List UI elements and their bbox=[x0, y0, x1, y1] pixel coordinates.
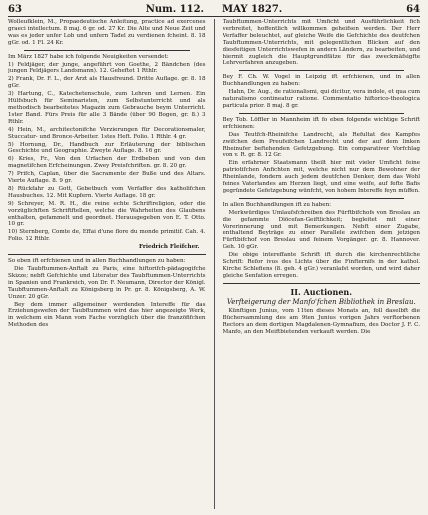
book-review: Bey dem immer allgemeiner werdenden Intereffe für das Erziehungswefen der Taubftummen wird das hier angezeigte Werk, in welchem ein Mann vom Fache vorzüglich über die franzöfifchen Methoden des bbox=[8, 301, 206, 329]
page-header bbox=[8, 4, 420, 17]
issue-number: Num. 112. bbox=[145, 4, 205, 15]
left-top-paragraph: Wolleufklein, M., Propaedeutische Anleitung, practice ad exercenes graeci intellectum. 8 maj. 6 gr. od. 27 Kr. Die Alte und Neue Zeit und was es jeder unfer Lob und unfern Tadel zu verdienen fcheint. 8. 18 gGr. od. 1 Fl. 24 Kr. bbox=[8, 19, 206, 46]
separator bbox=[239, 113, 405, 114]
list-item: 4) Hein, M., architectonifche Verzierungen für Decorationsmaler, Stuccatur- und Bronce-Arbeiter. 1stes Heft. Folio. 1 Rthlr. 4 gr. bbox=[8, 126, 206, 140]
section-subtitle: Verfteigerung der Manfo'fchen Bibliothek in Breslau. bbox=[226, 297, 416, 306]
book-review: Die obige intereffante Schrift ift durch die kirchenrechtliche Schrift: Refor ivus des Lichts über die Finfternifs in der kathol. Kirche Schlefiens (8. geh. 4 gGr.) veranlafst worden, und wird daher gleiche Senfation erregen. bbox=[222, 252, 420, 279]
book-review: Ein erfahrner Staatsmann theilt hier mit vieler Umficht feine patriotifchen Anfichten mit, welche nicht nur dem Bewohner der Rheinlande, fondern auch jedem deutfchen Denker, dem das Wohl feines Vaterlandes am Herzen liegt, und eine weife, auf fefte Bafis gegründete Gefetzgebung wünfcht, von hohem Intereffe feyn müffen. bbox=[222, 160, 420, 194]
list-item: 5) Hornung, Dr., Handbuch zur Erläuterung der biblischen Geschichte und Geographie. Zweyte Auflage. 8. 16 gr. bbox=[8, 141, 206, 155]
list-item: 10) Sternberg, Comte de, Effai d'une flore du monde primitif. Cah. 4. Folio. 12 Rthlr. bbox=[8, 229, 206, 243]
auction-notice: Künftigen Junius, vom 11ten dieses Monats an, foll daselbft die Büchersammlung des am 9ten Junius vorigen Jahrs verftorbenen Rectors an dem dortigen Magdalenen-Gymnafium, des Doctor J. F. C. Manfo, an den Meiftbietenden verkauft werden. Die bbox=[222, 307, 420, 335]
page-number-right: 64 bbox=[406, 4, 420, 15]
right-column bbox=[223, 19, 421, 509]
separator bbox=[24, 50, 190, 51]
book-notice: Das Teutfch-Rheinifche Landrecht, als Refultat des Kampfes zwifchen dem Preufsifchen Landrecht und der auf dem linken Rheinufer beftehenden Gefetzgebung. Ein comparativer Vorfchlag von v. R. gr. 8. 12 Gr. bbox=[222, 131, 420, 159]
separator bbox=[239, 70, 405, 71]
book-notice: Hahn, Dr. Aug., de rationalismi, qui dicitur, vera indole, et qua cum naturalismo contineatur ratione. Commentatio hiftorico-theologica particula prior. 8 maj. 8 gr. bbox=[222, 89, 420, 109]
separator bbox=[239, 198, 405, 199]
announcement-intro: Bey Tob. Löffler in Mannheim ift fo eben folgende wichtige Schrift erfchienen: bbox=[222, 116, 420, 130]
left-column bbox=[8, 19, 206, 509]
book-notice: Merkwürdiges Umlaufsfchreiben des Fürftbifchofs von Breslau an die gefammte Diöcefan-Geiftlichkeit; begleitet mit einer Vorerinnerung und mit Bemerkungen. Nebft einer Zugabe, enthaltend Beyträge zu einer Parallele zwifchen dem jetzigen Fürftbifchof von Breslau und feinem Vorgänger. gr. 8. Hannover. Geh. 10 gGr. bbox=[222, 209, 420, 251]
right-top-paragraph: Taubftummen-Unterrichts mit Umficht und Ausführlichkeit fich verbreitet, hoffentlich willkommen geheifsen werden. Der Herr Verfaffer beleuchtet, auf gleiche Weife die Gefchichte des deutfchen Taubftummen-Unterrichts, mit gelegentlichen Blicken auf den diesfeitigen Unterrichtswefen in andern Ländern, zu bearbeiten, und hiermit zugleich die Hauptgrundfätze für das zweckmäfsigfte Lehrverfahren anzugeben. bbox=[222, 19, 420, 67]
book-notice: Die Taubftummen-Anftalt zu Paris, eine hiftorifch-pädagogifche Skizze; nebft Gefchichte und Literatur des Taubftummen-Unterrichts in Spanien und Frankreich, von Dr. F. Neumann, Director der Königl. Taubftummen-Anftalt zu Königsberg in Pr. gr. 8. Königsberg, A. W. Unzer. 20 gGr. bbox=[8, 266, 206, 300]
announcement-intro: Bey F. Ch. W. Vogel in Leipzig ift erfchienen, und in allen Buchhandlungen zu haben: bbox=[222, 74, 420, 88]
page-number-left: 63 bbox=[8, 4, 22, 15]
announcement-intro: Im März 1827 habe ich folgende Neuigkeiten versendet: bbox=[8, 53, 169, 60]
list-item: 3) Hartung, C., Katechetenschule, zum Lehren und Lernen. Ein Hülfsbuch für Seminaristen, zum Selbstunterricht und als methodisch bearbeitetes Magazin zum Gebrauche beym Unterricht. 1ster Band. Fürs Preis für alle 3 Bände (über 90 Bogen, gr. 8.) 3 Rthlr. bbox=[8, 91, 206, 125]
announcement-intro: So eben ift erfchienen und in allen Buchhandlungen zu haben: bbox=[8, 258, 186, 265]
list-item: 6) Kries, Fr., Von den Urfachen der Erdbeben und von den magnetifchen Erfcheinungen. Zwey Preisfchriften. gr. 8. 20 gr. bbox=[8, 156, 206, 170]
section-title: II. Auctionen. bbox=[290, 286, 353, 297]
list-item: 7) Prifch, Caplan, über die Sacramente der Buße und des Altars. Vierte Auflage. 8. 9 gr. bbox=[8, 171, 206, 185]
publisher-signature: Friedrich Fleifcher. bbox=[139, 244, 200, 251]
announcement-intro: In allen Buchhandlungen ift zu haben: bbox=[222, 201, 332, 208]
list-item: 1) Feldjäger, der junge, angeführt von Goethe, 2 Bändchen (des jungen Feldjägers Landsmann). 12. Geheftet 1 Rthlr. bbox=[8, 61, 206, 75]
issue-date: MAY 1827. bbox=[222, 4, 283, 15]
separator bbox=[223, 283, 421, 284]
list-item: 9) Schreyer, M. R. H., die reine echte Schriftreligion, oder die vorzüglichften Schriftftellen, welche die Wahrheiten des Glaubens enthalten, gefammelt und geordnet. Herausgegeben von E. T. Otto. 10 gr. bbox=[8, 200, 206, 228]
list-item: 2) Frank, Dr. F. L., der Arzt als Hausfreund. Dritte Auflage. gr. 8. 18 gGr. bbox=[8, 76, 206, 90]
column-divider bbox=[214, 19, 215, 509]
list-item: 8) Rückfahr zu Gott, Gebetbuch vom Verfaffer des katholifchen Hausbuches. 12. Mit Kupfern. Vierte Auflage. 18 gr. bbox=[8, 185, 206, 199]
separator bbox=[8, 254, 206, 255]
